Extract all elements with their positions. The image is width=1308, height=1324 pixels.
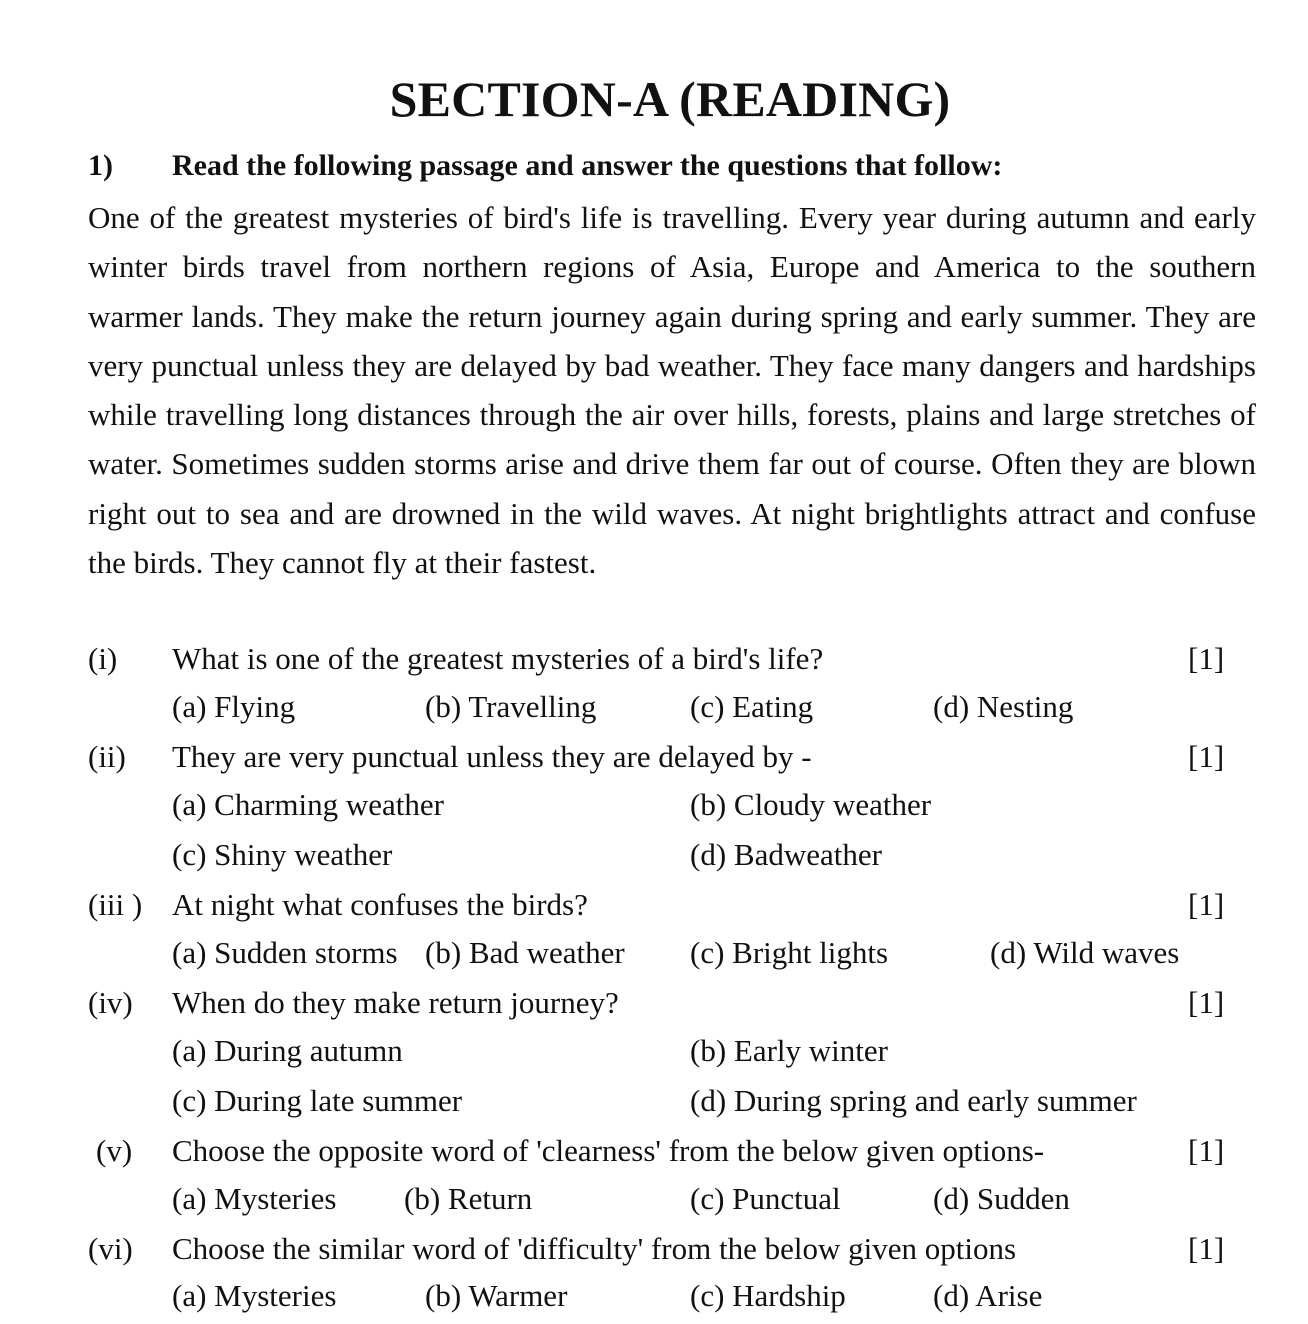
option-c: (c) Punctual xyxy=(690,1181,841,1216)
option-b: (b) Return xyxy=(404,1181,533,1216)
option-b: (b) Early winter xyxy=(690,1033,888,1068)
option-b: (b) Travelling xyxy=(425,689,597,724)
option-a: (a) Mysteries xyxy=(172,1278,337,1313)
question-marks: [1] xyxy=(1188,887,1225,922)
option-d: (d) Badweather xyxy=(690,837,882,872)
option-d: (d) Nesting xyxy=(933,689,1074,724)
option-a: (a) Sudden storms xyxy=(172,935,398,970)
question-text: They are very punctual unless they are delayed by - xyxy=(172,739,812,774)
reading-passage: One of the greatest mysteries of bird's life is travelling. Every year during autumn and early winter birds travel from northern regions of Asia, Europe and America to the southern warmer lands. They make the return journey again during spring and early summer. They are very punctual unless they are delayed by bad weather. They face many dangers and hardships while travelling long distances through the air over hills, forests, plains and large stretches of water. Sometimes sudden storms arise and drive them far out of course. Often they are blown right out to sea and are drowned in the wild waves. At night brightlights attract and confuse the birds. They cannot fly at their fastest. xyxy=(88,200,1256,581)
instruction-number: 1) xyxy=(88,149,113,182)
question-marks: [1] xyxy=(1188,1133,1225,1168)
question-number: (iv) xyxy=(88,985,133,1020)
question-number: (iii ) xyxy=(88,887,143,922)
option-c: (c) Hardship xyxy=(690,1278,846,1313)
question-marks: [1] xyxy=(1188,985,1225,1020)
question-text: What is one of the greatest mysteries of a bird's life? xyxy=(172,641,824,676)
question-marks: [1] xyxy=(1188,641,1225,676)
option-d: (d) Sudden xyxy=(933,1181,1070,1216)
option-d: (d) During spring and early summer xyxy=(690,1083,1137,1118)
question-number: (v) xyxy=(96,1133,133,1168)
question-marks: [1] xyxy=(1188,1231,1225,1266)
option-c: (c) Bright lights xyxy=(690,935,889,970)
question-text: When do they make return journey? xyxy=(172,985,619,1020)
question-number: (vi) xyxy=(88,1231,133,1266)
option-b: (b) Warmer xyxy=(425,1278,568,1313)
question-number: (ii) xyxy=(88,739,126,774)
option-c: (c) During late summer xyxy=(172,1083,463,1118)
instruction-text: Read the following passage and answer the questions that follow: xyxy=(172,149,1003,182)
question-number: (i) xyxy=(88,641,118,676)
option-a: (a) Charming weather xyxy=(172,787,444,822)
option-b: (b) Cloudy weather xyxy=(690,787,932,822)
section-title: SECTION-A (READING) xyxy=(389,71,951,127)
option-a: (a) Mysteries xyxy=(172,1181,337,1216)
option-a: (a) Flying xyxy=(172,689,296,724)
question-marks: [1] xyxy=(1188,739,1225,774)
option-d: (d) Wild waves xyxy=(990,935,1180,970)
option-d: (d) Arise xyxy=(933,1278,1043,1313)
question-text: Choose the opposite word of 'clearness' from the below given options- xyxy=(172,1133,1045,1168)
question-text: Choose the similar word of 'difficulty' from the below given options xyxy=(172,1231,1017,1266)
question-text: At night what confuses the birds? xyxy=(172,887,588,922)
option-c: (c) Eating xyxy=(690,689,814,724)
option-a: (a) During autumn xyxy=(172,1033,403,1068)
option-b: (b) Bad weather xyxy=(425,935,625,970)
option-c: (c) Shiny weather xyxy=(172,837,393,872)
